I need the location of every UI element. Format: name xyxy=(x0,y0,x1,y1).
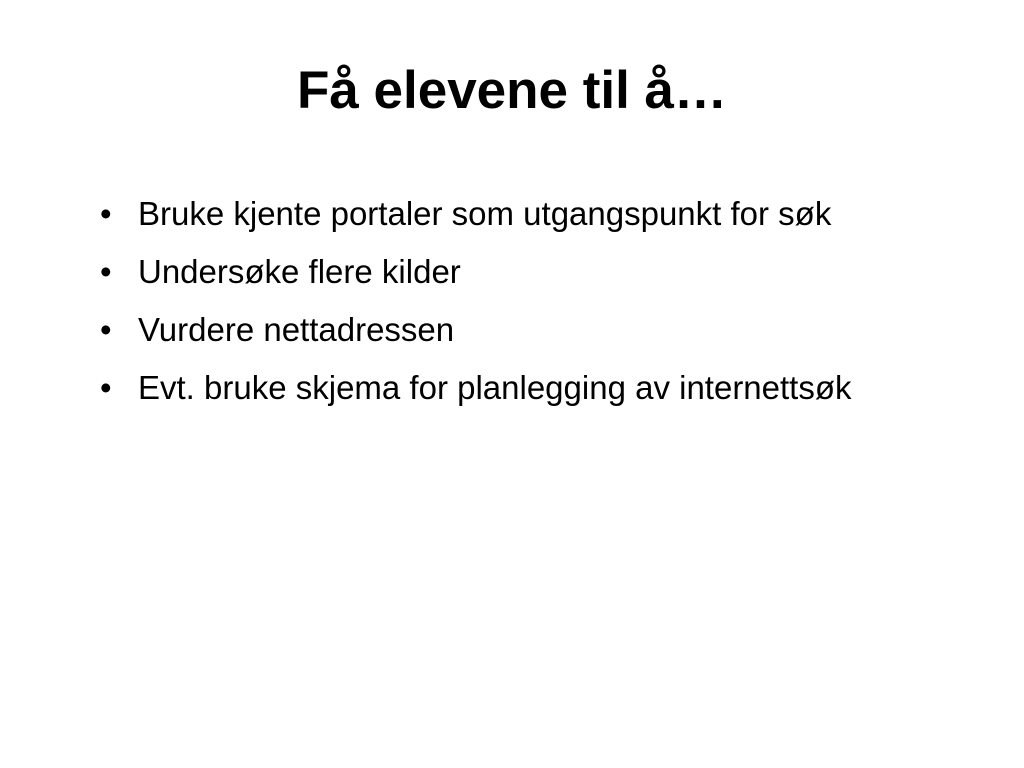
bullet-item xyxy=(98,366,938,410)
bullet-icon: • xyxy=(100,253,112,290)
bullet-text: Evt. bruke skjema for planlegging av internettsøk xyxy=(138,369,852,406)
bullet-item xyxy=(98,192,938,236)
bullet-list xyxy=(98,192,938,424)
bullet-icon: • xyxy=(100,195,112,232)
bullet-text: Vurdere nettadressen xyxy=(138,311,455,348)
bullet-text: Bruke kjente portaler som utgangspunkt for søk xyxy=(138,195,832,232)
bullet-text: Undersøke flere kilder xyxy=(138,253,461,290)
bullet-icon: • xyxy=(100,369,112,406)
bullet-item xyxy=(98,250,938,294)
slide-title: Få elevene til å… xyxy=(296,61,728,120)
bullet-icon: • xyxy=(100,311,112,348)
bullet-item xyxy=(98,308,938,352)
